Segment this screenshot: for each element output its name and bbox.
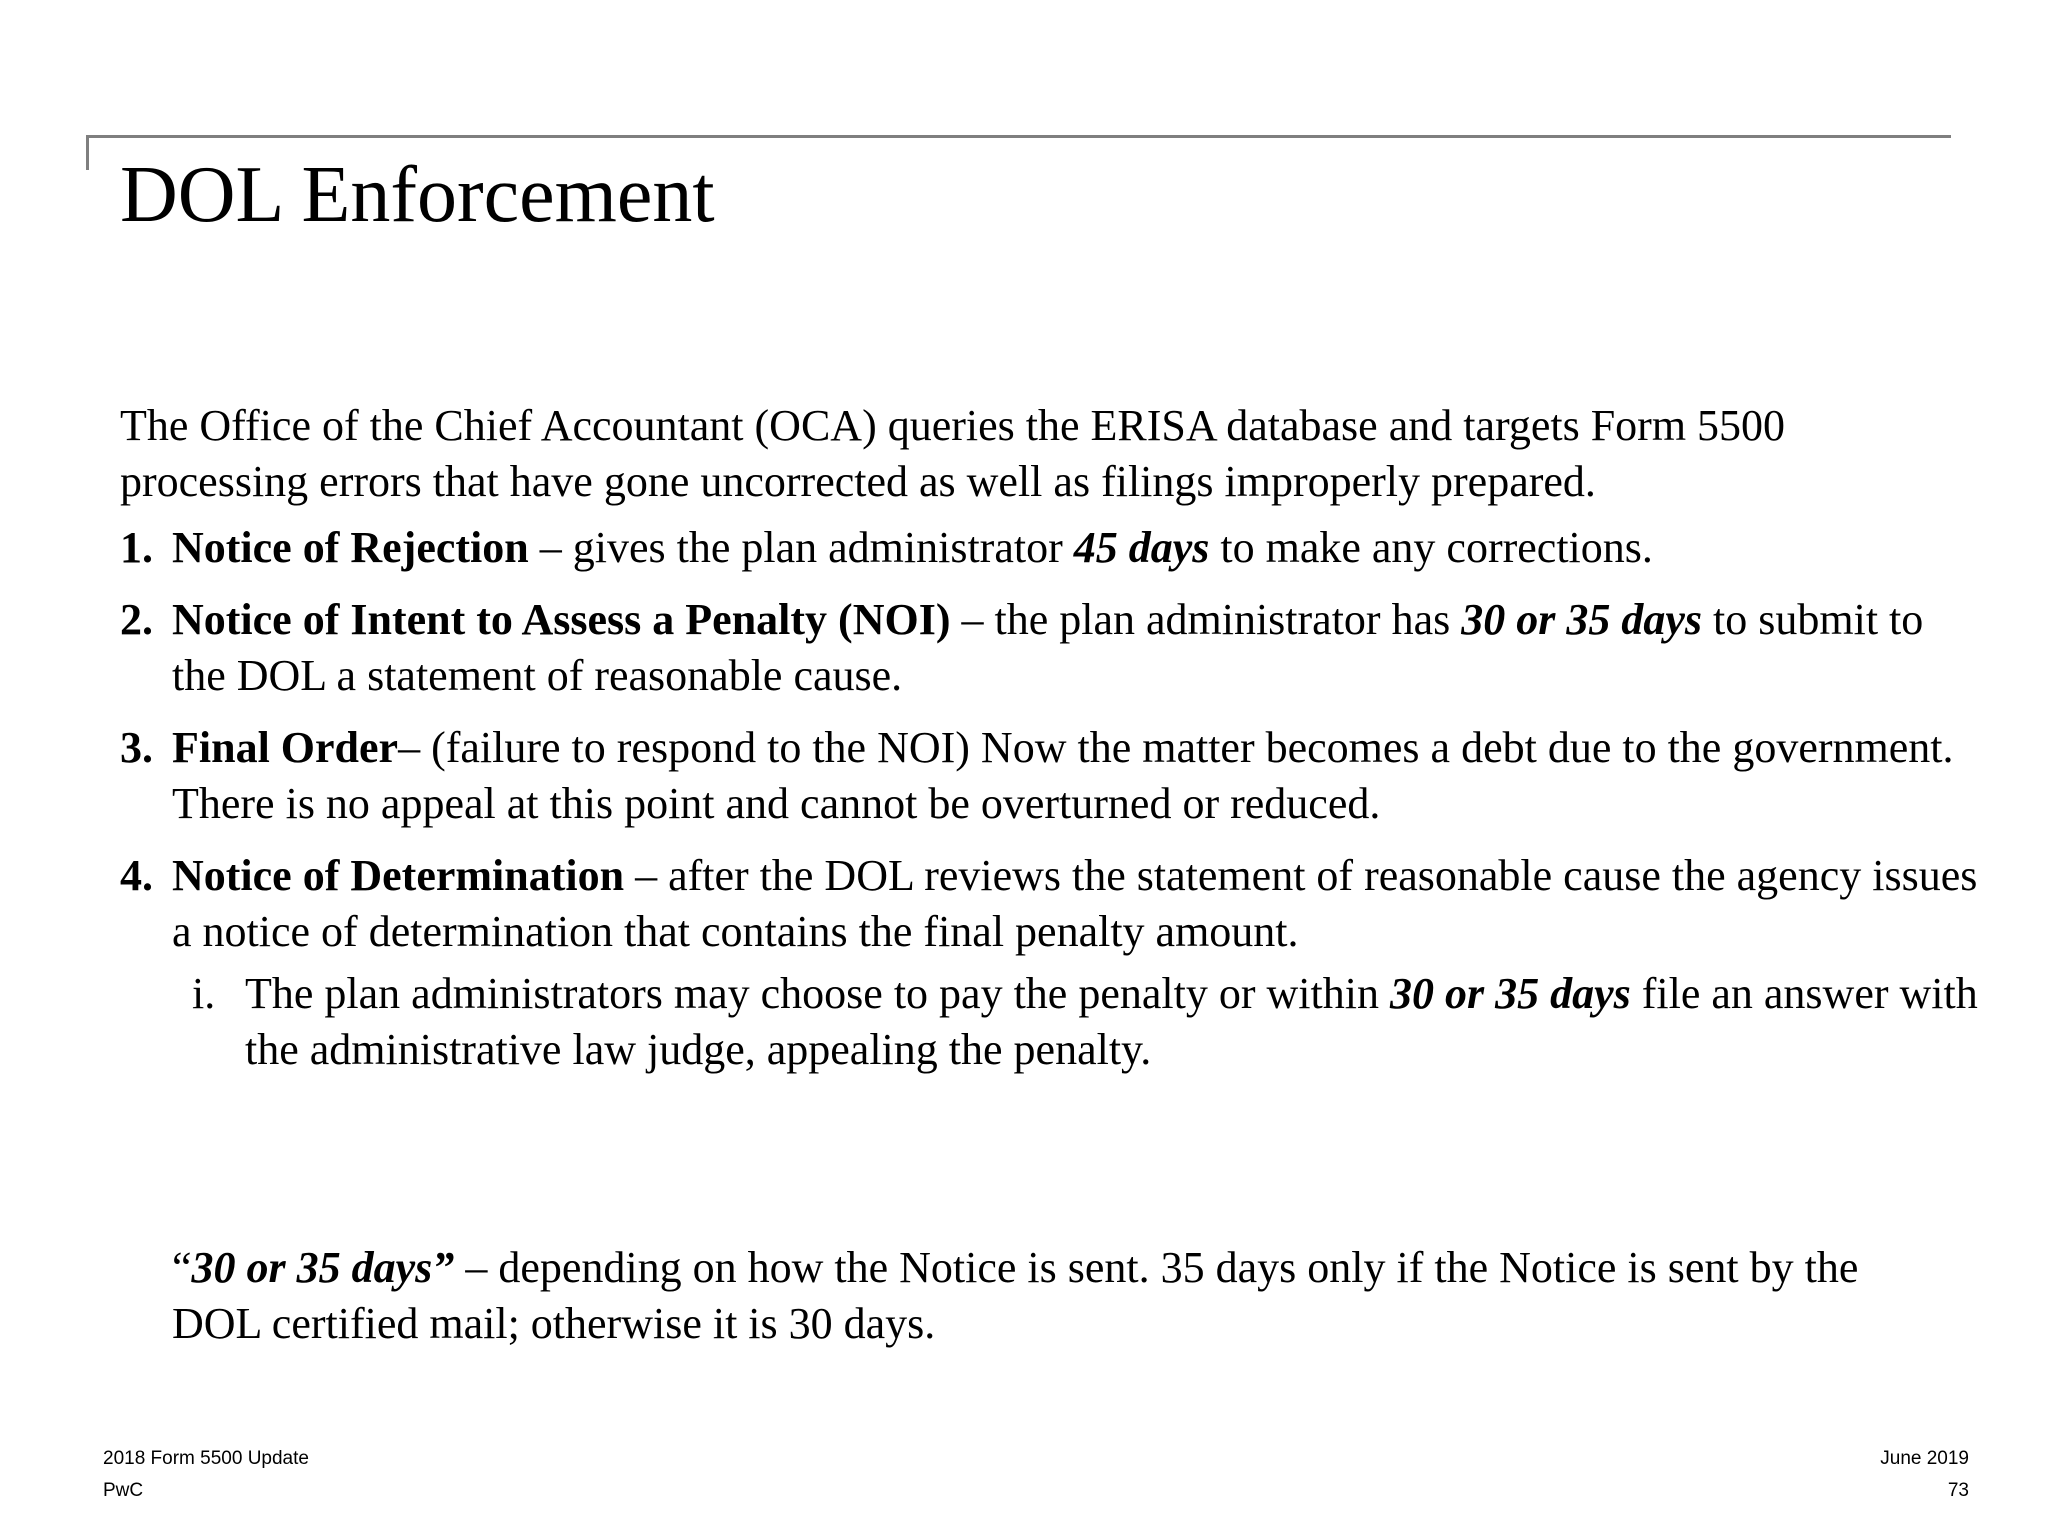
sub-item-text-end: file an answer with the administrative law judge, appealing the penalty. — [245, 969, 1978, 1074]
list-item-4 — [120, 848, 1980, 960]
list-number: 4. — [120, 851, 153, 900]
item-heading: Notice of Rejection — [172, 523, 529, 572]
item-emphasis: 30 or 35 days — [1461, 595, 1703, 644]
item-heading: Notice of Determination — [172, 851, 625, 900]
sub-item-i — [120, 966, 1980, 1078]
item-text: – after the DOL reviews the statement of reasonable cause the agency issues a notice of determination that contains the final penalty amount. — [172, 851, 1978, 956]
note-open-quote: “ — [172, 1243, 192, 1292]
slide-body — [120, 398, 1980, 1078]
list-item-3 — [120, 720, 1980, 832]
sub-item-emphasis: 30 or 35 days — [1389, 969, 1631, 1018]
list-number: 1. — [120, 523, 153, 572]
slide-title: DOL Enforcement — [120, 151, 715, 239]
note-text: – depending on how the Notice is sent. 35 days only if the Notice is sent by the DOL certified mail; otherwise it is 30 days. — [172, 1243, 1859, 1348]
item-text-end: to submit to the DOL a statement of reasonable cause. — [172, 595, 1924, 700]
footer-page-number: 73 — [1947, 1480, 1969, 1501]
item-text: – gives the plan administrator — [528, 523, 1074, 572]
list-number: 2. — [120, 595, 153, 644]
list-item-1 — [120, 520, 1980, 576]
item-heading: Final Order — [172, 723, 399, 772]
footer-presentation-name: 2018 Form 5500 Update — [103, 1448, 309, 1469]
title-rule — [86, 135, 1951, 138]
list-number: 3. — [120, 723, 153, 772]
note-emphasis: 30 or 35 days” — [191, 1243, 455, 1292]
item-text: – (failure to respond to the NOI) Now the matter becomes a debt due to the government. There is no appeal at this point and cannot be overturned or reduced. — [172, 723, 1954, 828]
sub-item-text: The plan administrators may choose to pay the penalty or within — [245, 969, 1390, 1018]
item-text-end: to make any corrections. — [1209, 523, 1653, 572]
sub-item-numeral: i. — [192, 969, 216, 1018]
item-heading: Notice of Intent to Assess a Penalty (NOI) — [172, 595, 951, 644]
days-note — [172, 1240, 1952, 1352]
footer-date: June 2019 — [1880, 1448, 1969, 1469]
item-text: – the plan administrator has — [950, 595, 1462, 644]
list-item-2 — [120, 592, 1980, 704]
item-emphasis: 45 days — [1073, 523, 1210, 572]
intro-paragraph: The Office of the Chief Accountant (OCA) queries the ERISA database and targets Form 5500 processing errors that have gone uncorrected as well as filings improperly prepared. — [120, 401, 1786, 506]
title-rule-tick — [86, 135, 89, 170]
footer-company: PwC — [103, 1480, 144, 1501]
